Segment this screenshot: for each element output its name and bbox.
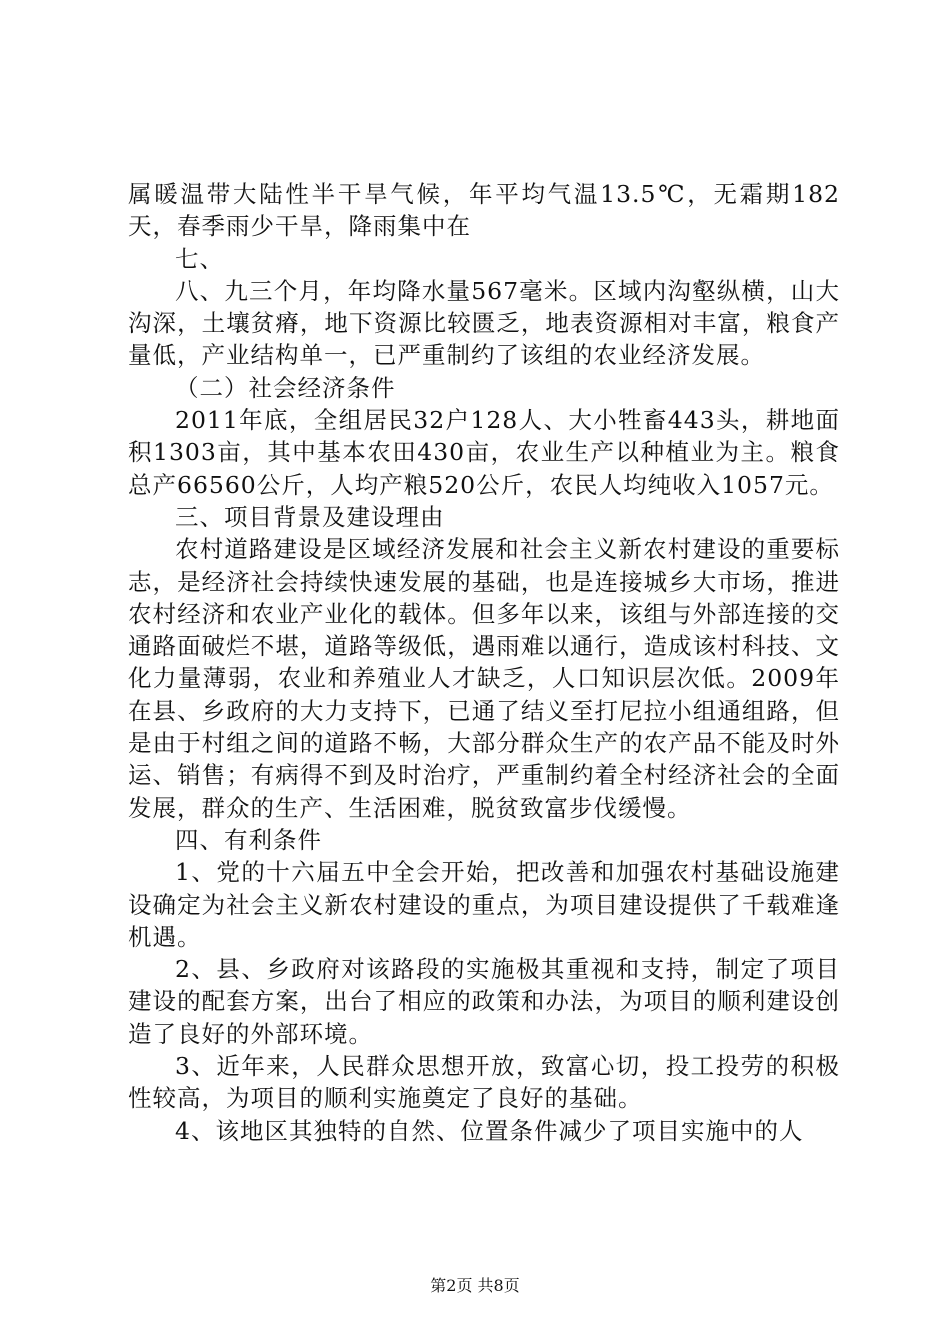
paragraph-rainfall: 八、九三个月，年均降水量567毫米。区域内沟壑纵横，山大沟深，土壤贫瘠，地下资源比较匮乏，地表资源相对丰富，粮食产量低，产业结构单一，已严重制约了该组的农业经济发展。 (128, 276, 840, 370)
paragraph-population: 2011年底，全组居民32户128人、大小牲畜443头，耕地面积1303亩，其中基本农田430亩，农业生产以种植业为主。粮食总产66560公斤，人均产粮520公斤，农民人均纯收入1057元。 (128, 406, 840, 499)
page-number-footer: 第2页 共8页 (430, 1276, 520, 1295)
section-heading-favorable-conditions: 四、有利条件 (175, 825, 322, 854)
section-heading-background: 三、项目背景及建设理由 (175, 502, 445, 531)
document-body (128, 178, 840, 1147)
list-item-condition-1: 1、党的十六届五中全会开始，把改善和加强农村基础设施建设确定为社会主义新农村建设的重点，为项目建设提供了千载难逢机遇。 (128, 858, 840, 951)
paragraph-climate: 属暖温带大陆性半干旱气候，年平均气温13.5℃，无霜期182天，春季雨少干旱，降雨集中在 (128, 180, 840, 241)
list-item-condition-3: 3、近年来，人民群众思想开放，致富心切，投工投劳的积极性较高，为项目的顺利实施奠定了良好的基础。 (128, 1052, 840, 1113)
list-item-condition-4: 4、该地区其独特的自然、位置条件减少了项目实施中的人 (175, 1116, 804, 1145)
paragraph-fragment-seven: 七、 (175, 244, 224, 273)
paragraph-background: 农村道路建设是区域经济发展和社会主义新农村建设的重要标志，是经济社会持续快速发展的基础，也是连接城乡大市场，推进农村经济和农业产业化的载体。但多年以来，该组与外部连接的交通路面破烂不堪，道路等级低，遇雨难以通行，造成该村科技、文化力量薄弱，农业和养殖业人才缺乏，人口知识层次低。2009年在县、乡政府的大力支持下，已通了结义至打尼拉小组通组路，但是由于村组之间的道路不畅，大部分群众生产的农产品不能及时外运、销售；有病得不到及时治疗，严重制约着全村经济社会的全面发展，群众的生产、生活困难，脱贫致富步伐缓慢。 (128, 535, 840, 822)
section-heading-socioeconomic: （二）社会经济条件 (175, 373, 396, 402)
list-item-condition-2: 2、县、乡政府对该路段的实施极其重视和支持，制定了项目建设的配套方案，出台了相应的政策和办法，为项目的顺利建设创造了良好的外部环境。 (128, 955, 840, 1048)
